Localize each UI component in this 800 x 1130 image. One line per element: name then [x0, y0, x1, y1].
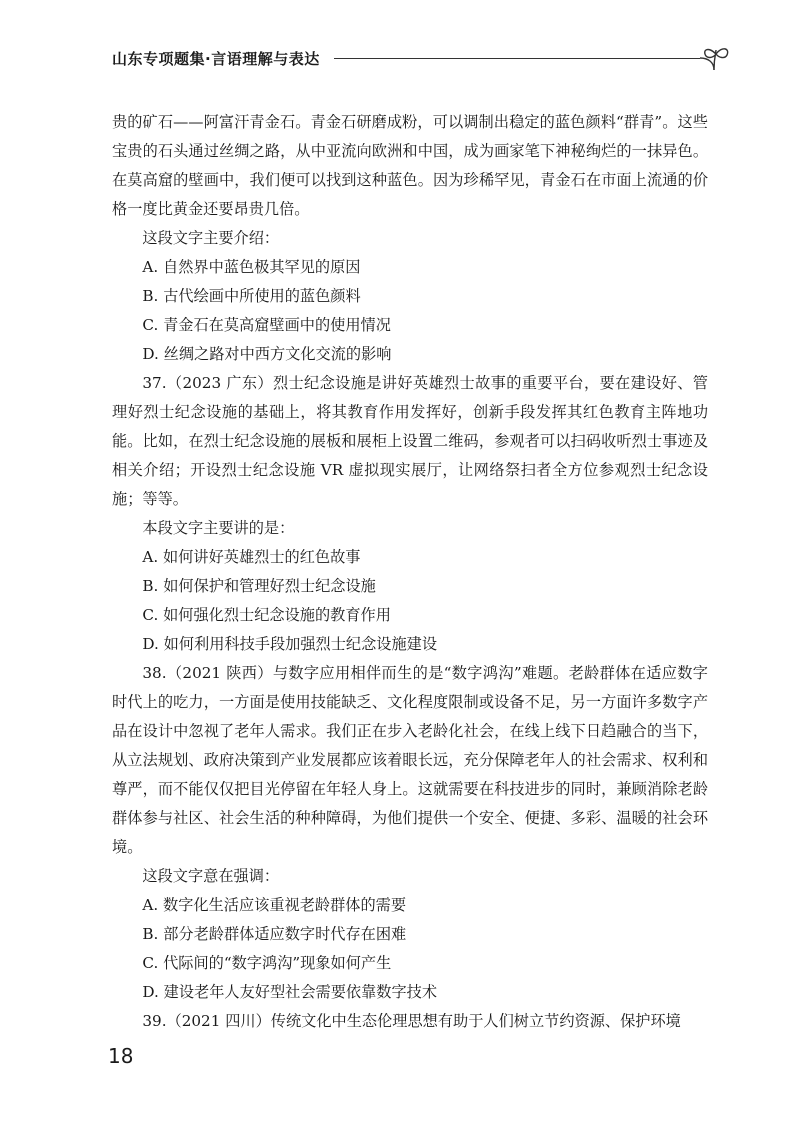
running-header: [112, 44, 732, 76]
answer-option: C. 代际间的“数字鸿沟”现象如何产生: [142, 954, 392, 972]
answer-option: B. 如何保护和管理好烈士纪念设施: [142, 577, 376, 595]
question-item: 38.（2021 陕西）与数字应用相伴而生的是“数字鸿沟”难题。老龄群体在适应数字时代上的吃力，一方面是使用技能缺乏、文化程度限制或设备不足，另一方面许多数字产品在设计中忽视了老年人需求。我们正在步入老龄化社会，在线上线下日趋融合的当下，从立法规划、政府决策到产业发展都应该着眼长远，充分保障老年人的社会需求、权利和尊严，而不能仅仅把目光停留在年轻人身上。这就需要在科技进步的同时，兼顾消除老龄群体参与社区、社会生活的种种障碍，为他们提供一个安全、便捷、多彩、温暖的社会环境。: [112, 664, 708, 856]
question-item: 39.（2021 四川）传统文化中生态伦理思想有助于人们树立节约资源、保护环境: [142, 1012, 681, 1030]
question-prompt: 这段文字主要介绍：: [142, 229, 280, 247]
answer-option: D. 建设老年人友好型社会需要依靠数字技术: [142, 983, 438, 1001]
answer-option: A. 如何讲好英雄烈士的红色故事: [142, 548, 361, 566]
question-prompt: 本段文字主要讲的是：: [142, 519, 295, 537]
answer-option: D. 如何利用科技手段加强烈士纪念设施建设: [142, 635, 438, 653]
page-content: [112, 108, 708, 1036]
sprout-ornament-icon: [696, 44, 736, 74]
answer-option: B. 古代绘画中所使用的蓝色颜料: [142, 287, 361, 305]
header-rule: [334, 58, 700, 59]
answer-option: D. 丝绸之路对中西方文化交流的影响: [142, 345, 392, 363]
answer-option: C. 青金石在莫高窟壁画中的使用情况: [142, 316, 391, 334]
header-title: 山东专项题集·言语理解与表达: [112, 50, 320, 68]
answer-option: C. 如何强化烈士纪念设施的教育作用: [142, 606, 391, 624]
passage-text: 贵的矿石——阿富汗青金石。青金石研磨成粉，可以调制出稳定的蓝色颜料“群青”。这些宝贵的石头通过丝绸之路，从中亚流向欧洲和中国，成为画家笔下神秘绚烂的一抹异色。在莫高窟的壁画中，我们便可以找到这种蓝色。因为珍稀罕见，青金石在市面上流通的价格一度比黄金还要昂贵几倍。: [112, 113, 708, 218]
answer-option: B. 部分老龄群体适应数字时代存在困难: [142, 925, 407, 943]
page-number: 18: [108, 1044, 134, 1068]
question-prompt: 这段文字意在强调：: [142, 867, 280, 885]
question-item: 37.（2023 广东）烈士纪念设施是讲好英雄烈士故事的重要平台，要在建设好、管理好烈士纪念设施的基础上，将其教育作用发挥好，创新手段发挥其红色教育主阵地功能。比如，在烈士纪念设施的展板和展柜上设置二维码，参观者可以扫码收听烈士事迹及相关介绍；开设烈士纪念设施 VR 虚拟现实展厅，让网络祭扫者全方位参观烈士纪念设施；等等。: [112, 374, 708, 508]
answer-option: A. 自然界中蓝色极其罕见的原因: [142, 258, 361, 276]
answer-option: A. 数字化生活应该重视老龄群体的需要: [142, 896, 407, 914]
